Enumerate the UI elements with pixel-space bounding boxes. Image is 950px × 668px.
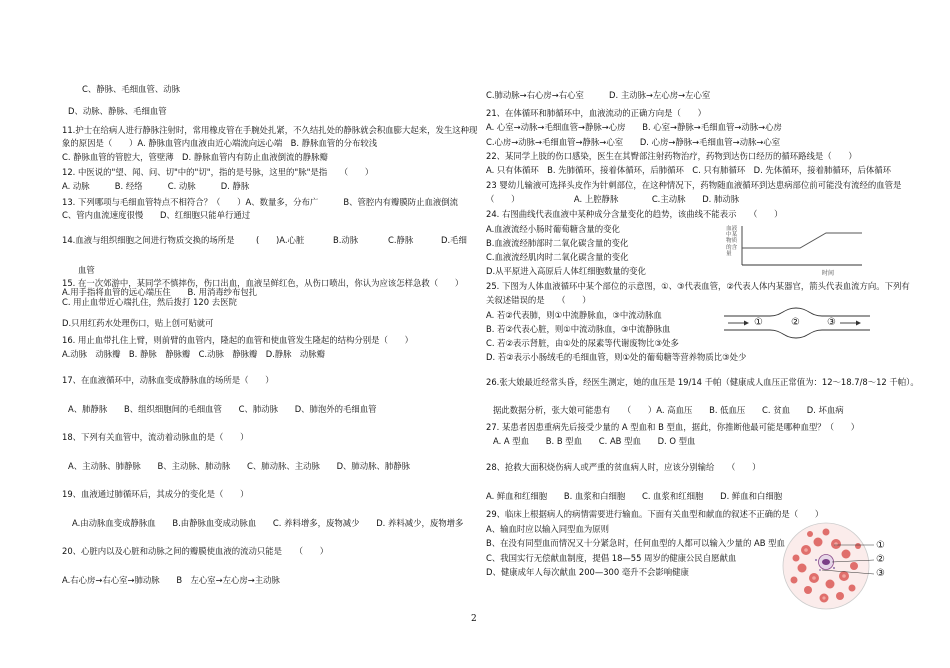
question-25-option-a: A. 若②代表肺，则①中流静脉血，③中流动脉血 [486, 310, 662, 320]
question-14-option-d: D.毛细 [441, 235, 467, 245]
question-18-options: A、主动脉、肺静脉 B、主动脉、肺动脉 C、肺动脉、主动脉 D、肺动脉、肺静脉 [68, 461, 411, 471]
question-22: 22、某同学上肢的伤口感染，医生在其臀部注射药物治疗，药物到达伤口经历的循环路线是（ ） [486, 151, 857, 161]
question-29-option-a: A、输血时应以输入同型血为原则 [486, 524, 609, 534]
question-26: 26.张大娘最近经常头昏，经医生测定，她的血压是 19/14 千帕（健康成人血压正常值为：12～18.7/8～12 千帕）。 [486, 377, 919, 387]
question-24-option-d: D.从平原进入高原后人体红细胞数量的变化 [486, 266, 646, 276]
question-21-options-cd: C.心房→动脉→毛细血管→静脉→心室 D. 心房→静脉→毛细血管→动脉→心室 [486, 137, 781, 147]
question-14-continuation: 血管 [78, 265, 95, 275]
option-c-q10: C、静脉、毛细血管、动脉 [82, 84, 180, 94]
question-16: 16. 用止血带扎住上臂，则前臂的血管内，隆起的血管和使血管发生隆起的结构分别是（ ） [62, 335, 413, 345]
question-14-option-b: B.动脉 [333, 235, 359, 245]
option-d-q10: D、动脉、静脉、毛细血管 [68, 106, 167, 116]
question-14-option-c: C.静脉 [388, 235, 414, 245]
question-14-option-a: ( )A.心脏 [256, 235, 305, 245]
question-27-options: A. A 型血 B. B 型血 C. AB 型血 D. O 型血 [493, 436, 696, 446]
question-12-options: A. 动脉 B. 经络 C. 动脉 D. 静脉 [62, 181, 250, 191]
question-29-option-c: C、我国实行无偿献血制度，提倡 18—55 周岁的健康公民自愿献血 [486, 553, 737, 563]
question-20-options-cd: C.肺动脉→右心房→右心室 D. 主动脉→左心房→左心室 [486, 90, 711, 100]
content-curve-graph [722, 222, 872, 274]
question-17-options: A、肺静脉 B、组织细胞间的毛细血管 C、肺动脉 D、肺泡外的毛细血管 [68, 404, 377, 414]
question-18: 18、下列有关血管中，流动着动脉血的是（ ） [62, 432, 249, 442]
diagram-label-3: ③ [827, 317, 836, 328]
smear-label-2: ② [876, 554, 885, 565]
question-13: 13. 下列哪项与毛细血管特点不相符合？（ ）A、数量多，分布广 B、管腔内有瓣膜防止血液倒流 [62, 197, 458, 207]
question-23-options: （ ） A. 上腔静脉 C.主动脉 D. 肺动脉 [486, 194, 740, 204]
question-20-options-ab: A.右心房→右心室→肺动脉 B 左心室→左心房→主动脉 [62, 575, 280, 585]
question-28: 28、抢救大面积烧伤病人或严重的贫血病人时，应该分别输给 （ ） [486, 462, 761, 472]
question-25-option-c: C. 若②表示肾脏，由①处的尿素等代谢废物比③处多 [486, 338, 679, 348]
question-11-line3: C. 静脉血管的管腔大，管壁薄 D. 静脉血管内有防止血液倒流的静脉瓣 [62, 152, 328, 162]
question-15-option-d: D.只用红药水处理伤口，贴上创可贴就可 [62, 318, 214, 328]
question-25-line2: 关叙述错误的是 （ ） [486, 295, 591, 305]
graph-x-label: 时间 [822, 270, 835, 277]
question-25-option-b: B. 若②代表心脏，则①中流动脉血，③中流静脉血 [486, 324, 671, 334]
diagram-label-2: ② [791, 317, 800, 328]
question-25-option-d: D. 若②表示小肠绒毛的毛细血管，则①处的葡萄糖等营养物质比③处少 [486, 352, 747, 362]
question-14: 14.血液与组织细胞之间进行物质交换的场所是 [62, 235, 235, 245]
question-24-option-b: B.血液流经肺部时二氧化碳含量的变化 [486, 238, 629, 248]
question-23: 23 婴幼儿输液可选择头皮作为针刺部位，在这种情况下，药物随血液循环到达患病部位前可能没有流经的血管是 [486, 180, 902, 190]
question-24-option-a: A.血液流经小肠时葡萄糖含量的变化 [486, 224, 620, 234]
question-27: 27. 某患者因患重病先后接受少量的 A 型血和 B 型血，据此，你推断他最可能是哪种血型？（ ） [486, 422, 860, 432]
question-25-line1: 25. 下图为人体血液循环中某个部位的示意图，①、③代表血管，②代表人体内某器官，箭头代表血流方向。下列有 [486, 281, 910, 291]
question-13-options: C、管内血流速度很慢 D、红细胞只能单行通过 [62, 210, 251, 220]
blood-smear-image [782, 520, 892, 612]
question-29: 29、临床上根据病人的病情需要进行输血。下面有关血型和献血的叙述不正确的是（ ） [486, 509, 824, 519]
question-21: 21、在体循环和肺循环中，血液流动的正确方向是（ ） [486, 108, 707, 118]
question-15-option-c: C. 用止血带近心端扎住，然后拨打 120 去医院 [62, 297, 237, 307]
question-28-options: A. 鲜血和红细胞 B. 血浆和白细胞 C. 血浆和红细胞 D. 鲜血和白细胞 [486, 491, 783, 501]
question-19-options: A.由动脉血变成静脉血 B.由静脉血变成动脉血 C. 养料增多，废物减少 D. 养料减少，废物增多 [72, 518, 464, 528]
question-29-option-b: B、在没有同型血而情况又十分紧急时，任何血型的人都可以输入少量的 AB 型血 [486, 538, 785, 548]
question-15-options-ab: A.用手指将血管的远心端压住 B. 用消毒纱布包扎 [62, 287, 258, 297]
question-17: 17、在血液循环中，动脉血变成静脉血的场所是（ ） [62, 375, 274, 385]
question-24: 24. 右图曲线代表血液中某种成分含量变化的趋势，该曲线不能表示 （ ） [486, 209, 783, 219]
question-20: 20、心脏内以及心脏和动脉之间的瓣膜使血液的流动只能是 （ ） [62, 546, 329, 556]
smear-label-1: ① [876, 540, 885, 551]
diagram-label-1: ① [754, 317, 763, 328]
question-24-option-c: C.血液流经肌肉时二氧化碳含量的变化 [486, 252, 629, 262]
question-26-options: 据此数据分析，张大娘可能患有 （ ）A. 高血压 B. 低血压 C. 贫血 D. 坏血病 [493, 405, 844, 415]
smear-label-3: ③ [876, 568, 885, 579]
question-16-options: A.动脉 动脉瓣 B. 静脉 静脉瓣 C.动脉 静脉瓣 D.静脉 动脉瓣 [62, 349, 326, 359]
graph-y-label: 血液中某物质的含量 [726, 226, 738, 257]
question-15: 15. 在一次郊游中，某同学不慎摔伤，伤口出血，血液呈鲜红色，从伤口喷出，你认为应该怎样急救（ ） [62, 278, 464, 288]
question-22-options: A. 只有体循环 B. 先肺循环，接着体循环，后肺循环 C. 只有肺循环 D. 先体循环，接着肺循环，后体循环 [486, 165, 892, 175]
question-12: 12. 中医说的"望、闻、问、切"中的"切"，指的是号脉，这里的"脉"是指 （ ） [62, 167, 374, 177]
question-19: 19、血液通过肺循环后，其成分的变化是（ ） [62, 489, 249, 499]
question-11-line2: 象的原因是（ ）A. 静脉血管内血液由近心端流向远心端 B. 静脉血管的分布较浅 [62, 138, 378, 148]
question-29-option-d: D、健康成年人每次献血 200—300 毫升不会影响健康 [486, 567, 689, 577]
question-21-options-ab: A. 心室→动脉→毛细血管→静脉→心房 B. 心室→静脉→毛细血管→动脉→心房 [486, 122, 782, 132]
page-number: 2 [471, 614, 477, 624]
question-11-line1: 11.护士在给病人进行静脉注射时，常用橡皮管在手腕处扎紧，不久结扎处的静脉就会积血膨大起来，发生这种现 [62, 125, 478, 135]
